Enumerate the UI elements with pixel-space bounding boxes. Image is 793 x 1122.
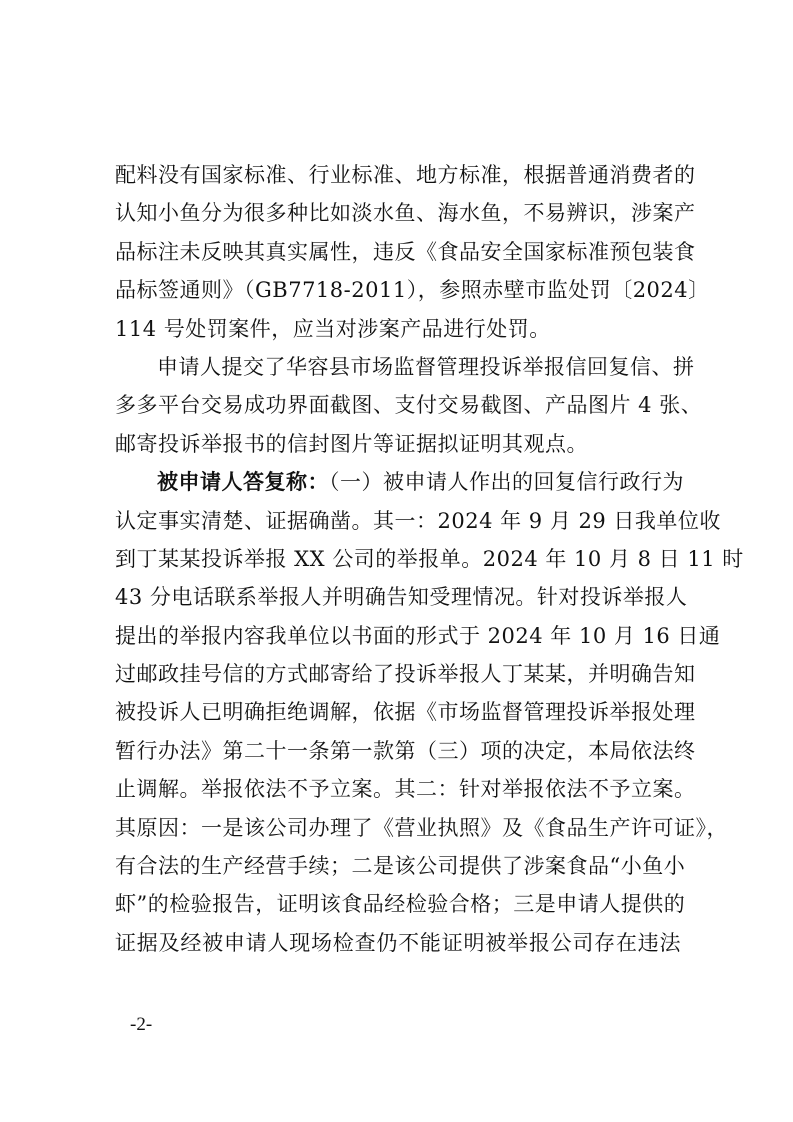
- respondent-reply-heading: 被申请人答复称：: [157, 469, 329, 495]
- paragraph-line: 到丁某某投诉举报 XX 公司的举报单。2024 年 10 月 8 日 11 时: [115, 546, 744, 571]
- paragraph-line: 过邮政挂号信的方式邮寄给了投诉举报人丁某某，并明确告知: [115, 662, 696, 687]
- paragraph-line: 暂行办法》第二十一条第一款第（三）项的决定，本局依法终: [115, 738, 696, 763]
- paragraph-line: 证据及经被申请人现场检查仍不能证明被举报公司存在违法: [115, 930, 681, 955]
- paragraph-line: 邮寄投诉举报书的信封图片等证据拟证明其观点。: [115, 431, 588, 456]
- paragraph-line: 止调解。举报依法不予立案。其二：针对举报依法不予立案。: [115, 777, 696, 802]
- paragraph-line: 申请人提交了华容县市场监督管理投诉举报信回复信、拼: [157, 354, 695, 379]
- paragraph-line: 品标注未反映其真实属性，违反《食品安全国家标准预包装食: [115, 239, 696, 264]
- paragraph-line: 虾”的检验报告，证明该食品经检验合格；三是申请人提供的: [115, 892, 686, 917]
- paragraph-line: 认知小鱼分为很多种比如淡水鱼、海水鱼，不易辨识，涉案产: [115, 201, 696, 226]
- paragraph-line: 被投诉人已明确拒绝调解，依据《市场监督管理投诉举报处理: [115, 700, 696, 725]
- paragraph-line: 认定事实清楚、证据确凿。其一：2024 年 9 月 29 日我单位收: [115, 508, 721, 533]
- paragraph-line: 其原因：一是该公司办理了《营业执照》及《食品生产许可证》，: [115, 815, 728, 840]
- paragraph-line-rest: （一）被申请人作出的回复信行政行为: [329, 470, 684, 495]
- paragraph-line: 43 分电话联系举报人并明确告知受理情况。针对投诉举报人: [115, 585, 688, 610]
- page-number: -2-: [130, 1014, 153, 1035]
- paragraph-line: 多多平台交易成功界面截图、支付交易截图、产品图片 4 张、: [115, 393, 703, 418]
- paragraph-first-line: [115, 463, 684, 501]
- paragraph-line: 配料没有国家标准、行业标准、地方标准，根据普通消费者的: [115, 163, 696, 187]
- paragraph-line: 有合法的生产经营手续；二是该公司提供了涉案食品“小鱼小: [115, 854, 686, 879]
- body-text: [115, 156, 744, 962]
- paragraph-line: 提出的举报内容我单位以书面的形式于 2024 年 10 月 16 日通: [115, 623, 721, 648]
- paragraph-line: 品标签通则》（GB7718-2011），参照赤壁市监处罚〔2024〕: [115, 278, 710, 303]
- paragraph-line: 114 号处罚案件，应当对涉案产品进行处罚。: [115, 316, 551, 341]
